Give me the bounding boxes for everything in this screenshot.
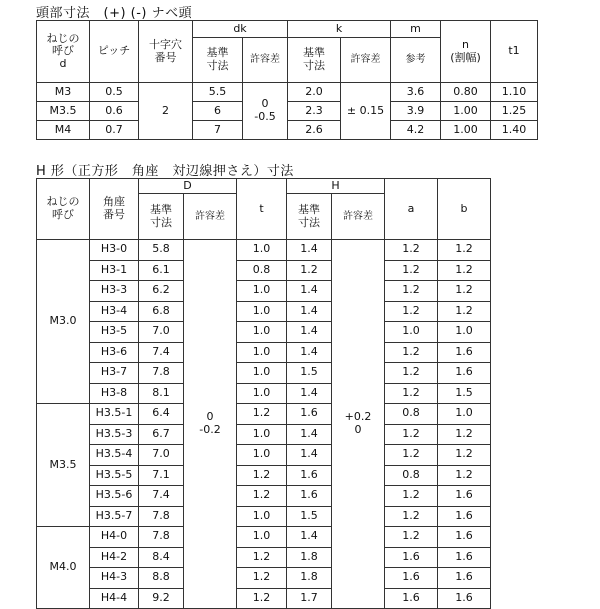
t-header: t [237, 179, 287, 240]
cell-t1: 1.25 [491, 102, 538, 121]
cell-n: 1.00 [441, 121, 491, 140]
cell-b: 1.2 [438, 465, 491, 486]
cell-t: 1.0 [237, 506, 287, 527]
cell-b: 1.6 [438, 527, 491, 548]
cell-H: 1.6 [287, 465, 332, 486]
cell-D: 6.2 [139, 281, 184, 302]
cell-H: 1.6 [287, 404, 332, 425]
cell-d: M3 [37, 83, 90, 102]
cell-H: 1.4 [287, 301, 332, 322]
H-tol-lower: 0 [354, 423, 362, 436]
cell-D: 7.1 [139, 465, 184, 486]
cell-D: 7.4 [139, 342, 184, 363]
cell-b: 1.2 [438, 281, 491, 302]
cell-t: 1.0 [237, 281, 287, 302]
cell-a: 1.2 [385, 342, 438, 363]
cell-b: 1.6 [438, 342, 491, 363]
cell-t: 1.2 [237, 547, 287, 568]
table-row [37, 363, 491, 384]
cell-a: 1.2 [385, 363, 438, 384]
table-row [37, 240, 491, 261]
cell-dk: 6 [193, 102, 243, 121]
cell-H: 1.4 [287, 342, 332, 363]
cell-a: 1.2 [385, 260, 438, 281]
cell-D: 8.4 [139, 547, 184, 568]
cell-a: 1.2 [385, 281, 438, 302]
cell-seat-no: H3-0 [90, 240, 139, 261]
cell-b: 1.6 [438, 588, 491, 609]
table-row [37, 404, 491, 425]
dk-std-header: 基準 寸法 [193, 38, 243, 83]
cell-k: 2.3 [288, 102, 341, 121]
cell-D: 7.8 [139, 527, 184, 548]
cell-a: 1.6 [385, 568, 438, 589]
cell-seat-no: H3-1 [90, 260, 139, 281]
D-tol-upper: 0 [206, 410, 214, 424]
cell-k-tolerance: ± 0.15 [341, 83, 391, 140]
cell-k: 2.6 [288, 121, 341, 140]
cell-H: 1.5 [287, 363, 332, 384]
k-std-header: 基準 寸法 [288, 38, 341, 83]
table-row [37, 121, 538, 140]
cell-a: 0.8 [385, 465, 438, 486]
seat-no-header: 角座 番号 [90, 179, 139, 240]
cell-seat-no: H3-6 [90, 342, 139, 363]
cell-b: 1.5 [438, 383, 491, 404]
cell-a: 1.0 [385, 322, 438, 343]
cell-a: 1.2 [385, 383, 438, 404]
cell-t: 1.2 [237, 465, 287, 486]
cell-seat-no: H3.5-3 [90, 424, 139, 445]
cell-thread-size: M3.5 [37, 404, 90, 527]
cell-seat-no: H4-0 [90, 527, 139, 548]
cell-D: 8.1 [139, 383, 184, 404]
cell-b: 1.0 [438, 322, 491, 343]
cell-b: 1.2 [438, 445, 491, 466]
cell-seat-no: H3.5-4 [90, 445, 139, 466]
cell-seat-no: H3-3 [90, 281, 139, 302]
cell-b: 1.6 [438, 568, 491, 589]
cell-D: 9.2 [139, 588, 184, 609]
dk-header: dk [193, 21, 288, 38]
cell-t: 1.2 [237, 486, 287, 507]
cell-seat-no: H3.5-5 [90, 465, 139, 486]
cell-dk: 7 [193, 121, 243, 140]
cell-D: 7.0 [139, 322, 184, 343]
cell-t: 1.0 [237, 322, 287, 343]
cell-b: 1.0 [438, 404, 491, 425]
a-header: a [385, 179, 438, 240]
table-row [37, 547, 491, 568]
cell-D: 7.8 [139, 506, 184, 527]
cell-m: 3.9 [391, 102, 441, 121]
D-header: D [139, 179, 237, 194]
cell-n: 0.80 [441, 83, 491, 102]
cell-D: 6.1 [139, 260, 184, 281]
table-row [37, 424, 491, 445]
cell-pitch: 0.5 [90, 83, 139, 102]
table1-title: 頭部寸法 (+) (-) ナベ頭 [36, 6, 193, 21]
table-row [37, 342, 491, 363]
cell-t1: 1.10 [491, 83, 538, 102]
cell-d: M4 [37, 121, 90, 140]
cell-b: 1.6 [438, 506, 491, 527]
cell-D: 7.4 [139, 486, 184, 507]
cell-H: 1.4 [287, 445, 332, 466]
cell-H: 1.4 [287, 527, 332, 548]
cell-t: 1.0 [237, 424, 287, 445]
table-row [37, 527, 491, 548]
cell-D: 5.8 [139, 240, 184, 261]
cell-t: 1.0 [237, 445, 287, 466]
cell-recess-no: 2 [139, 83, 193, 140]
cell-seat-no: H3.5-1 [90, 404, 139, 425]
cell-a: 1.2 [385, 445, 438, 466]
D-std-header: 基準 寸法 [139, 194, 184, 240]
t1-header: t1 [491, 21, 538, 83]
cell-H: 1.4 [287, 240, 332, 261]
cell-t: 1.0 [237, 342, 287, 363]
cell-seat-no: H3-8 [90, 383, 139, 404]
cell-H: 1.4 [287, 281, 332, 302]
table-row [37, 588, 491, 609]
cell-a: 0.8 [385, 404, 438, 425]
H-std-header: 基準 寸法 [287, 194, 332, 240]
cell-t: 0.8 [237, 260, 287, 281]
cell-a: 1.2 [385, 486, 438, 507]
cell-D: 6.7 [139, 424, 184, 445]
b-header: b [438, 179, 491, 240]
cell-t: 1.0 [237, 527, 287, 548]
cell-seat-no: H4-2 [90, 547, 139, 568]
cell-D: 7.8 [139, 363, 184, 384]
k-header: k [288, 21, 391, 38]
cell-D: 6.4 [139, 404, 184, 425]
thread-size-header: ねじの 呼び [37, 179, 90, 240]
cell-D: 6.8 [139, 301, 184, 322]
cell-a: 1.6 [385, 547, 438, 568]
cell-b: 1.6 [438, 486, 491, 507]
cell-H: 1.5 [287, 506, 332, 527]
cell-seat-no: H3-7 [90, 363, 139, 384]
m-reference-header: 参考 [391, 38, 441, 83]
k-tol-header: 許容差 [341, 38, 391, 83]
cell-t: 1.2 [237, 404, 287, 425]
cell-d: M3.5 [37, 102, 90, 121]
cell-H: 1.7 [287, 588, 332, 609]
pitch-header: ピッチ [90, 21, 139, 83]
cell-a: 1.2 [385, 424, 438, 445]
cell-b: 1.2 [438, 240, 491, 261]
cell-seat-no: H3-4 [90, 301, 139, 322]
cell-a: 1.2 [385, 240, 438, 261]
cell-dk: 5.5 [193, 83, 243, 102]
cell-seat-no: H3.5-7 [90, 506, 139, 527]
cell-b: 1.6 [438, 547, 491, 568]
cell-t: 1.0 [237, 240, 287, 261]
square-seat-dimension-table [36, 178, 491, 609]
cell-H: 1.2 [287, 260, 332, 281]
table-row [37, 486, 491, 507]
thread-size-header: ねじの 呼び d [37, 21, 90, 83]
cell-thread-size: M3.0 [37, 240, 90, 404]
cell-a: 1.2 [385, 527, 438, 548]
table-row [37, 465, 491, 486]
table-row [37, 260, 491, 281]
table-row [37, 383, 491, 404]
cell-D: 7.0 [139, 445, 184, 466]
table-row [37, 102, 538, 121]
table-row [37, 506, 491, 527]
cell-H-tolerance [332, 240, 385, 609]
cell-pitch: 0.7 [90, 121, 139, 140]
cell-dk-tolerance: 0 -0.5 [243, 83, 288, 140]
cell-H: 1.4 [287, 322, 332, 343]
table-row [37, 301, 491, 322]
cell-t: 1.0 [237, 363, 287, 384]
m-header: m [391, 21, 441, 38]
table-row [37, 281, 491, 302]
D-tol-lower: -0.2 [199, 423, 221, 436]
cell-m: 4.2 [391, 121, 441, 140]
table-row [37, 568, 491, 589]
table-row [37, 322, 491, 343]
cell-k: 2.0 [288, 83, 341, 102]
cell-H: 1.4 [287, 424, 332, 445]
H-header: H [287, 179, 385, 194]
cell-b: 1.6 [438, 363, 491, 384]
pan-head-dimension-table [36, 20, 538, 140]
n-header: n (割幅) [441, 21, 491, 83]
cell-n: 1.00 [441, 102, 491, 121]
cell-D-tolerance [184, 240, 237, 609]
cell-seat-no: H3.5-6 [90, 486, 139, 507]
cell-pitch: 0.6 [90, 102, 139, 121]
cell-b: 1.2 [438, 260, 491, 281]
cell-seat-no: H4-3 [90, 568, 139, 589]
table-row [37, 445, 491, 466]
cell-H: 1.8 [287, 547, 332, 568]
cell-t: 1.2 [237, 568, 287, 589]
H-tol-header: 許容差 [332, 194, 385, 240]
cell-thread-size: M4.0 [37, 527, 90, 609]
dk-tol-header: 許容差 [243, 38, 288, 83]
cell-t: 1.0 [237, 301, 287, 322]
cell-seat-no: H3-5 [90, 322, 139, 343]
cell-m: 3.6 [391, 83, 441, 102]
cell-D: 8.8 [139, 568, 184, 589]
cell-H: 1.8 [287, 568, 332, 589]
D-tol-header: 許容差 [184, 194, 237, 240]
cell-H: 1.4 [287, 383, 332, 404]
table-row [37, 83, 538, 102]
cross-recess-header: 十字穴 番号 [139, 21, 193, 83]
cell-a: 1.2 [385, 301, 438, 322]
table2-title: H 形（正方形 角座 対辺線押さえ）寸法 [36, 164, 294, 179]
cell-H: 1.6 [287, 486, 332, 507]
cell-t: 1.0 [237, 383, 287, 404]
cell-b: 1.2 [438, 424, 491, 445]
cell-t: 1.2 [237, 588, 287, 609]
cell-a: 1.2 [385, 506, 438, 527]
cell-t1: 1.40 [491, 121, 538, 140]
H-tol-upper: +0.2 [344, 410, 372, 424]
cell-a: 1.6 [385, 588, 438, 609]
cell-b: 1.2 [438, 301, 491, 322]
cell-seat-no: H4-4 [90, 588, 139, 609]
